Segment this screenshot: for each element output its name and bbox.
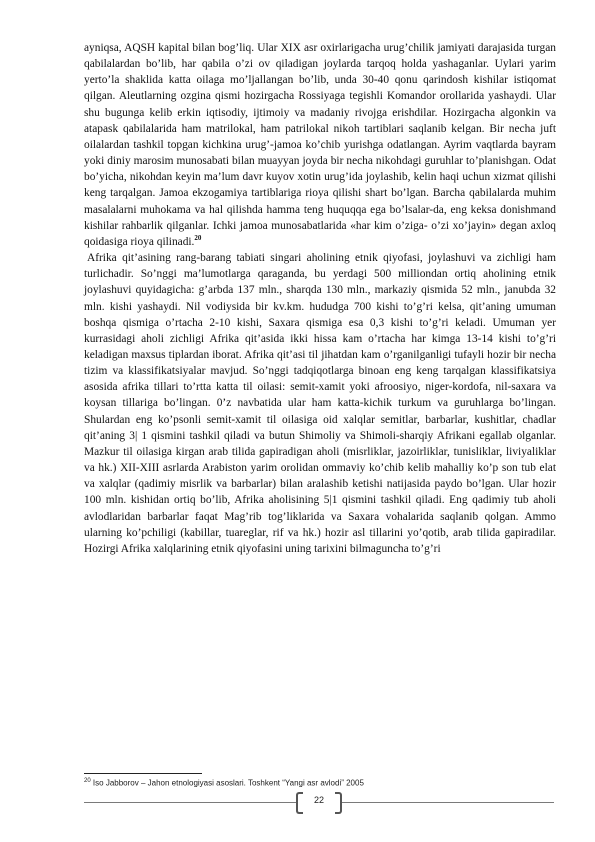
footnote-number: 20 [84,778,91,784]
body-paragraph-1 [84,40,556,250]
paragraph-1-text: ayniqsa, AQSH kapital bilan bog’liq. Ular XIX asr oxirlarigacha urug’chilik jamiyati darajasida turgan qabilalardan bo’lib, har qabila o’zi ov qiladigan joylarda tarqoq holda yashaganlar. Uylari yarim yerto’la shaklida katta oilaga mo’ljallangan bo’lib, unda 30-40 qonu qarindosh kishilar istiqomat qilgan. Aleutlarning ozgina qismi hozirgacha Rossiyaga tegishli Komandor orollarida yashaydi. Ular shu bugunga kelib erkin iqtisodiy, ijtimoiy va madaniy rivojga erishdilar. Hozirgacha algonkin va atapask qabilalarida ham matrilokal, ham patrilokal nikoh tartiblari saqlanib kelgan. Bir necha juft oilalardan tashkil topgan kichkina urug’-jamoa ko’chib yurishga odatlangan. Ayrim vaqtlarda bayram yoki diniy marosim munosabati bilan muayyan joyda bir necha nikohdagi guruhlar to’planishgan. Odat bo’yicha, nikohdan keyin ma’lum davr kuyov xotin urug’ida joylashib, kelin haqi uchun xizmat qilishi keng tarqalgan. Jamoa ekzogamiya tartiblariga rioya qilishi shart bo’lgan. Barcha qabilalarda muhim masalalarni muhokama va hal qilishda hamma teng huquqqa ega bo’lsalar-da, eng keksa donishmand kishilar rahbarlik qilganlar. Ichki jamoa munosabatlarida «har kim o’ziga- o’zi xo’jayin» degan axloq qoidasiga rioya qilinadi. [84,42,556,248]
page-number-bracket-left [296,792,303,814]
page-footer-rule-right [342,802,554,803]
page-number-bracket-right [335,792,342,814]
body-paragraph-2: Afrika qit’asining rang-barang tabiati singari aholining etnik qiyofasi, joylashuvi va zichligi ham turlichadir. So’nggi ma’lumotlarga qaraganda, bu yerdagi 500 milliondan ortiq aholining etnik joylashuvi quyidagicha: g’arbda 137 mln., sharqda 130 mln., markaziy qismida 52 mln., janubda 32 mln. kishi yashaydi. Nil vodiysida bir kv.km. hududga 700 kishi to’g’ri kelsa, qit’aning umuman boshqa qismiga o’rtacha 2-10 kishi, Saxara qismiga esa 0,3 kishi to’g’ri keladi. Umuman yer kurrasidagi aholi zichligi Afrika qit’asida ikki hissa kam o’rtacha har kimga 13-14 kishi to’g’ri keladigan maxsus tiplardan iborat. Afrika qit’asi til jihatdan kam o’rganilganligi tufayli hozir bir necha tizim va klassifikatsiyalar mavjud. So’nggi tadqiqotlarga binoan eng keng tarqalgan klassifikatsiya asosida afrika tillari to’rtta katta til oilasi: semit-xamit yoki afroosiyo, niger-kordofa, nil-saxara va koysan tillariga bo’lingan. 0’z navbatida ular ham katta-kichik turkum va guruhlarga bo’lingan. Shulardan eng ko’psonli semit-xamit til oilasiga oid xalqlar semitlar, barbarlar, kushitlar, chadlar qit’aning 3| 1 qismini tashkil qiladi va butun Shimoliy va Shimoli-sharqiy Afrikani egallab olganlar. Mazkur til oilasiga kirgan arab tilida gapiradigan aholi (misrliklar, jazoirliklar, tunisliklar, liviyaliklar va hk.) XII-XIII asrlarda Arabiston yarim orolidan ommaviy ko’chib kelib mahalliy ko’p son tub elat va xalqlar (qadimiy misrlik va barbarlar) bilan aralashib ketishi natijasida paydo bo’lgan. Ular hozir 100 mln. kishidan ortiq bo’lib, Afrika aholisining 5|1 qismini tashkil qiladi. Eng qadimiy tub aholi avlodlaridan barbarlar faqat Mag’rib tog’liklarida va Saxara vohalarida saqlanib qolgan. Ammo ularning ko’pchiligi (kabillar, tuareglar, rif va hk.) hozir asl tillarini yo’qotib, arab tilida gapiradilar. Hozirgi Afrika xalqlarining etnik qiyofasini uning tarixini bilmaguncha to’g’ri [84,252,556,555]
footnote-text: Iso Jabborov – Jahon etnologiyasi asoslari. Toshkent “Yangi asr avlodi” 2005 [92,778,364,788]
footnote-reference[interactable]: 20 [194,234,202,243]
page-number: 22 [313,795,324,805]
footnote-separator [84,773,202,774]
page-footer-rule-left [84,802,296,803]
page-body [84,40,556,557]
footnote [84,778,556,788]
